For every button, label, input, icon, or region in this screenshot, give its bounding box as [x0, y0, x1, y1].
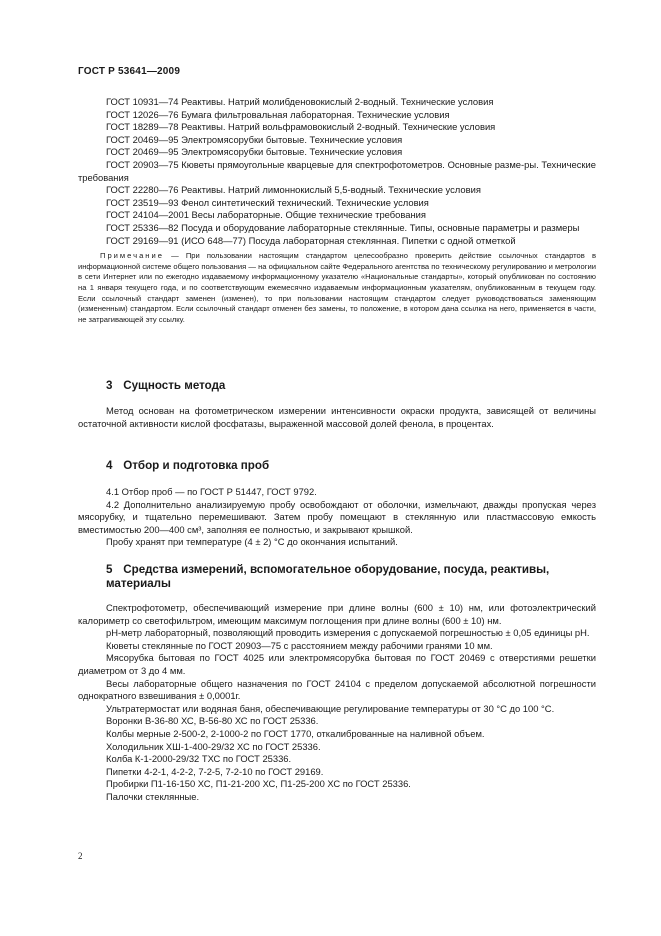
section-title: Отбор и подготовка проб: [123, 459, 270, 472]
reference-item: ГОСТ 18289—78 Реактивы. Натрий вольфрамовокислый 2-водный. Технические условия: [106, 121, 496, 133]
equipment-item: Спектрофотометр, обеспечивающий измерение при длине волны (600 ± 10) нм, или фотоэлектрический калориметр со светофильтром, имеющим максимум поглощения при длине волны (600 ± 10) нм.: [78, 602, 596, 626]
reference-item: ГОСТ 10931—74 Реактивы. Натрий молибденовокислый 2-водный. Технические условия: [106, 96, 494, 107]
reference-item: ГОСТ 29169—91 (ИСО 648—77) Посуда лабораторная стеклянная. Пипетки с одной отметкой: [106, 234, 516, 246]
reference-item: ГОСТ 12026—76 Бумага фильтровальная лабораторная. Технические условия: [106, 108, 450, 120]
section-heading: [78, 459, 596, 473]
note-text: — При пользовании настоящим стандартом целесообразно проверить действие ссылочных стандартов в информационной системе общего пользования — на официальном сайте Федерального агентства по техническому регулированию и метрологии в сети Интернет или по ежегодно издаваемому информационному указателю «Национальные стандарты», который опубликован по состоянию на 1 января текущего года, и по соответствующим ежемесячно издаваемым информационным указателям, опубликованным в текущем году. Если ссылочный стандарт заменен (изменен), то при пользовании настоящим стандартом следует руководствоваться заменяющим (измененным) стандартом. Если ссылочный стандарт отменен без замены, то положение, в котором дана ссылка на него, применяется в части, не затрагивающей эту ссылку.: [78, 251, 596, 324]
references-list: [78, 96, 596, 325]
section-4: [78, 459, 596, 549]
section-title: Средства измерений, вспомогательное оборудование, посуда, реактивы, материалы: [106, 563, 550, 590]
equipment-item: Воронки В-36-80 ХС, В-56-80 ХС по ГОСТ 25336.: [106, 715, 319, 727]
section-heading: [78, 563, 596, 591]
page-number: 2: [78, 851, 83, 861]
note-label: Примечание: [100, 251, 164, 261]
note-paragraph: [78, 251, 596, 325]
reference-item: ГОСТ 20469—95 Электромясорубки бытовые. Технические условия: [106, 133, 403, 145]
equipment-item: Весы лабораторные общего назначения по ГОСТ 24104 с пределом допускаемой абсолютной погрешности однократного взвешивания ± 0,0001г.: [78, 677, 596, 702]
section-title: Сущность метода: [123, 379, 226, 392]
section-number: 3: [106, 379, 113, 392]
section-5: [78, 563, 596, 804]
section-3: [78, 379, 596, 430]
document-header: ГОСТ Р 53641—2009: [78, 66, 181, 77]
equipment-item: Палочки стеклянные.: [106, 790, 200, 802]
reference-item: ГОСТ 25336—82 Посуда и оборудование лабораторные стеклянные. Типы, основные параметры и размеры: [106, 221, 580, 233]
equipment-item: Ультратермостат или водяная баня, обеспечивающие регулирование температуры от 30 °С до 100 °С.: [106, 702, 555, 714]
equipment-item: Колба К-1-2000-29/32 ТХС по ГОСТ 25336.: [106, 753, 292, 765]
section-paragraph: Метод основан на фотометрическом измерении интенсивности окраски продукта, зависящей от величины остаточной активности кислой фосфатазы, выраженной массовой долей фенола, в процентах.: [78, 405, 596, 429]
reference-item: ГОСТ 20469—95 Электромясорубки бытовые. Технические условия: [106, 146, 403, 158]
section-number: 5: [106, 563, 113, 576]
reference-item: ГОСТ 20903—75 Кюветы прямоугольные кварцевые для спектрофотометров. Основные разме-ры. Технические требования: [78, 158, 596, 183]
equipment-item: Колбы мерные 2-500-2, 2-1000-2 по ГОСТ 1770, откалиброванные на наливной объем.: [106, 727, 485, 739]
section-paragraph: 4.2 Дополнительно анализируемую пробу освобождают от оболочки, измельчают, дважды пропуская через мясорубку, и тщательно перемешивают. Затем пробу помещают в стеклянную или пластмассовую емкость вместимостью 200—400 см³, заполняя ее полностью, и закрывают крышкой.: [78, 498, 596, 535]
reference-item: ГОСТ 24104—2001 Весы лабораторные. Общие технические требования: [106, 209, 426, 221]
equipment-item: Кюветы стеклянные по ГОСТ 20903—75 с расстоянием между рабочими гранями 10 мм.: [106, 639, 493, 651]
reference-item: ГОСТ 22280—76 Реактивы. Натрий лимоннокислый 5,5-водный. Технические условия: [106, 184, 481, 196]
section-number: 4: [106, 459, 113, 472]
equipment-item: Холодильник ХШ-1-400-29/32 ХС по ГОСТ 25336.: [106, 740, 321, 752]
section-paragraph: 4.1 Отбор проб — по ГОСТ Р 51447, ГОСТ 9792.: [106, 486, 317, 497]
section-paragraph: Пробу хранят при температуре (4 ± 2) °С до окончания испытаний.: [106, 536, 398, 548]
equipment-item: Пипетки 4-2-1, 4-2-2, 7-2-5, 7-2-10 по ГОСТ 29169.: [106, 765, 324, 777]
equipment-item: Мясорубка бытовая по ГОСТ 4025 или электромясорубка бытовая по ГОСТ 20469 с отверстиями решетки диаметром от 3 до 4 мм.: [78, 652, 596, 676]
reference-item: ГОСТ 23519—93 Фенол синтетический технический. Технические условия: [106, 196, 429, 208]
section-heading: [78, 379, 596, 393]
equipment-item: Пробирки П1-16-150 ХС, П1-21-200 ХС, П1-25-200 ХС по ГОСТ 25336.: [106, 778, 411, 790]
equipment-item: рН-метр лабораторный, позволяющий проводить измерения с допускаемой погрешностью ± 0,05 единицы рН.: [106, 627, 590, 639]
